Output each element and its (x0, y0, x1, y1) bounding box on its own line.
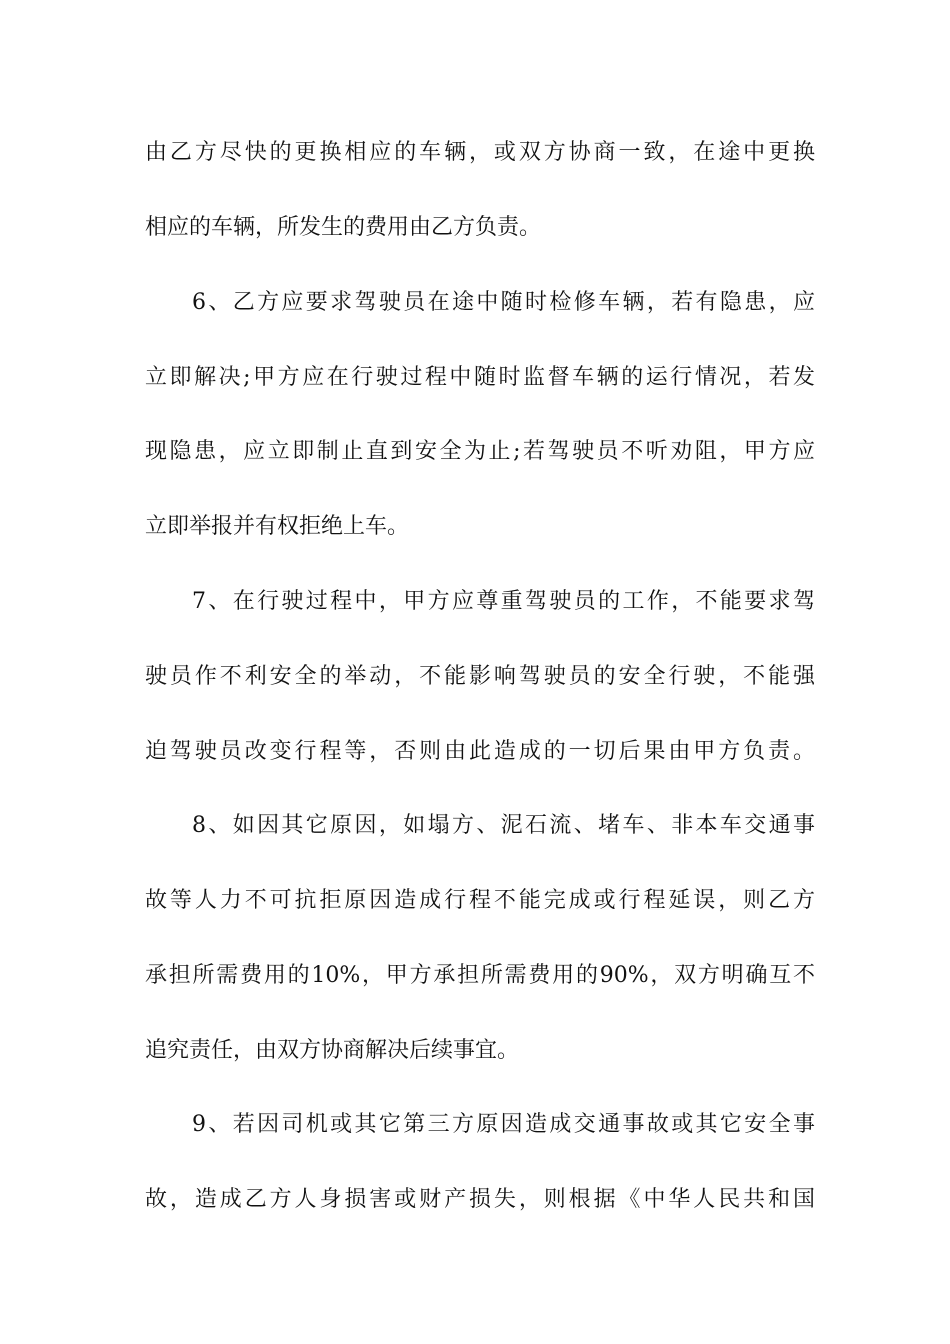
text-line: 故，造成乙方人身损害或财产损失，则根据《中华人民共和国 (145, 1187, 815, 1212)
paragraph-9-first-line: 9、若因司机或其它第三方原因造成交通事故或其它安全事 (192, 1112, 815, 1137)
text-line: 故等人力不可抗拒原因造成行程不能完成或行程延误，则乙方 (145, 888, 815, 913)
paragraph-8-first-line: 8、如因其它原因，如塌方、泥石流、堵车、非本车交通事 (192, 813, 815, 838)
text-line: 承担所需费用的10%，甲方承担所需费用的90%，双方明确互不 (145, 963, 815, 988)
text-line: 立即解决;甲方应在行驶过程中随时监督车辆的运行情况，若发 (145, 365, 815, 390)
text-line: 迫驾驶员改变行程等，否则由此造成的一切后果由甲方负责。 (145, 739, 815, 764)
paragraph-6-first-line: 6、乙方应要求驾驶员在途中随时检修车辆，若有隐患，应 (192, 290, 815, 315)
text-line: 立即举报并有权拒绝上车。 (145, 514, 410, 539)
text-line: 相应的车辆，所发生的费用由乙方负责。 (145, 215, 542, 240)
text-line: 现隐患，应立即制止直到安全为止;若驾驶员不听劝阻，甲方应 (145, 439, 815, 464)
text-line: 由乙方尽快的更换相应的车辆，或双方协商一致，在途中更换 (145, 140, 815, 165)
text-line: 追究责任，由双方协商解决后续事宜。 (145, 1038, 520, 1063)
text-line: 驶员作不利安全的举动，不能影响驾驶员的安全行驶，不能强 (145, 664, 815, 689)
paragraph-7-first-line: 7、在行驶过程中，甲方应尊重驾驶员的工作，不能要求驾 (192, 589, 815, 614)
